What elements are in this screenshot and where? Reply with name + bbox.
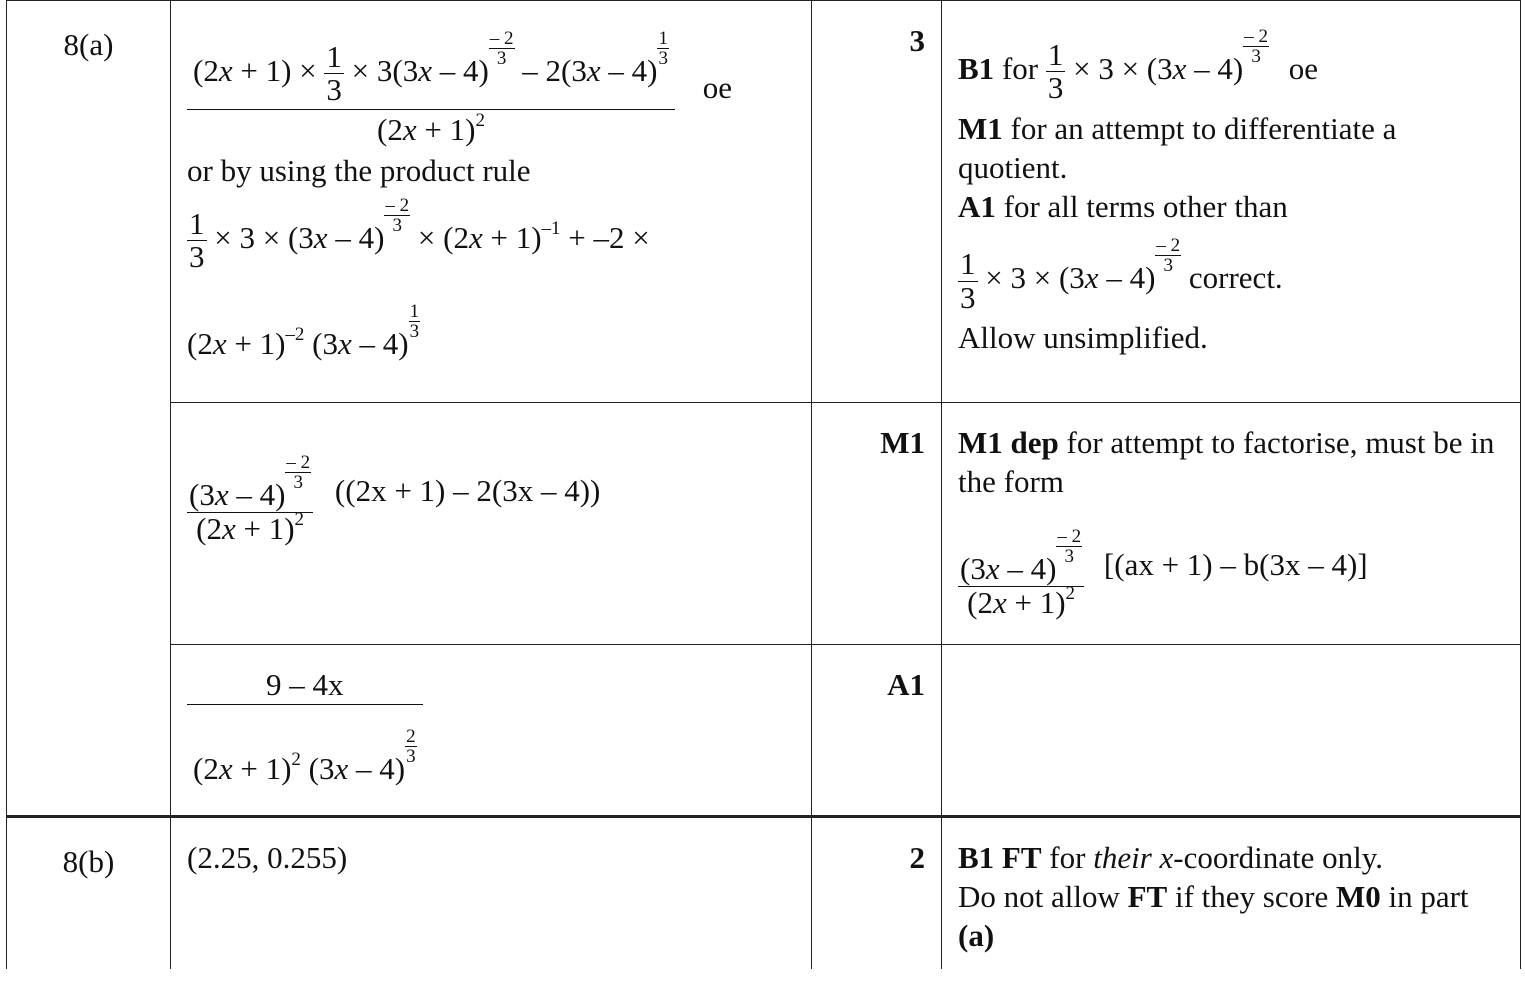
question-number: 8(a) <box>7 1 171 817</box>
mark-cell: 2 <box>812 817 942 969</box>
answer-cell: (2.25, 0.255) <box>171 817 812 969</box>
table-row <box>7 645 1521 817</box>
mark-scheme-table <box>6 0 1521 969</box>
alt-method-text: or by using the product rule <box>187 152 531 188</box>
guidance-cell: M1 dep for attempt to factorise, must be in the form (3x – 4) $\frac{- 2}{3}$ $(2x + 1)^2$ [(ax + 1) – b(3x – 4)] <box>942 403 1521 645</box>
quotient-rule-fraction: (2x + 1) × $\frac{1}{3}$ × 3(3x – 4) $\frac{- 2}{3}$ – 2(3x – 4) $\frac{1}{3}$ $(2x + 1)^2$ <box>187 29 675 147</box>
guidance-cell: B1 for $\frac{1}{3}$ × 3 × (3x – 4) $\frac{- 2}{3}$ oe M1 for an attempt to differentiate a quotient. A1 for all terms other than $\frac{1}{3}$ × 3 × (3x – 4) $\frac{- 2}{3}$ correct. Allow unsimplified. <box>942 1 1521 403</box>
answer-cell: 9 – 4x $(2x + 1)^2$ (3x – 4) $\frac{2}{3}$ <box>171 645 812 817</box>
mark-cell: 3 <box>812 1 942 403</box>
guidance-cell: B1 FT for their x-coordinate only. Do not allow FT if they score M0 in part (a) <box>942 817 1521 969</box>
table-row <box>7 817 1521 969</box>
product-rule-expression: $\frac{1}{3}$ × 3 × (3x – 4) $\frac{- 2}{3}$ × $(2x + 1)^{-1} + -2$ × <box>189 194 650 275</box>
table-row <box>7 403 1521 645</box>
answer-cell: (3x – 4) $\frac{- 2}{3}$ $(2x + 1)^2$ ((2x + 1) – 2(3x – 4)) <box>171 403 812 645</box>
oe-label: oe <box>702 70 732 106</box>
table-row <box>7 1 1521 403</box>
question-number: 8(b) <box>7 817 171 969</box>
guidance-cell <box>942 645 1521 817</box>
mark-cell: M1 <box>812 403 942 645</box>
mark-cell: A1 <box>812 645 942 817</box>
answer-cell: (2x + 1) × $\frac{1}{3}$ × 3(3x – 4) $\frac{- 2}{3}$ – 2(3x – 4) $\frac{1}{3}$ $(2x + 1)^2$ oe or by using the product rule $\frac{1}{3}$ × 3 × (3x – 4) $\frac{- 2}{3}$ × $(2x + 1)^{-1} + -2$ × $(2x + 1)^{-2}$ (3x – 4) $\frac{1}{3}$ <box>171 1 812 403</box>
